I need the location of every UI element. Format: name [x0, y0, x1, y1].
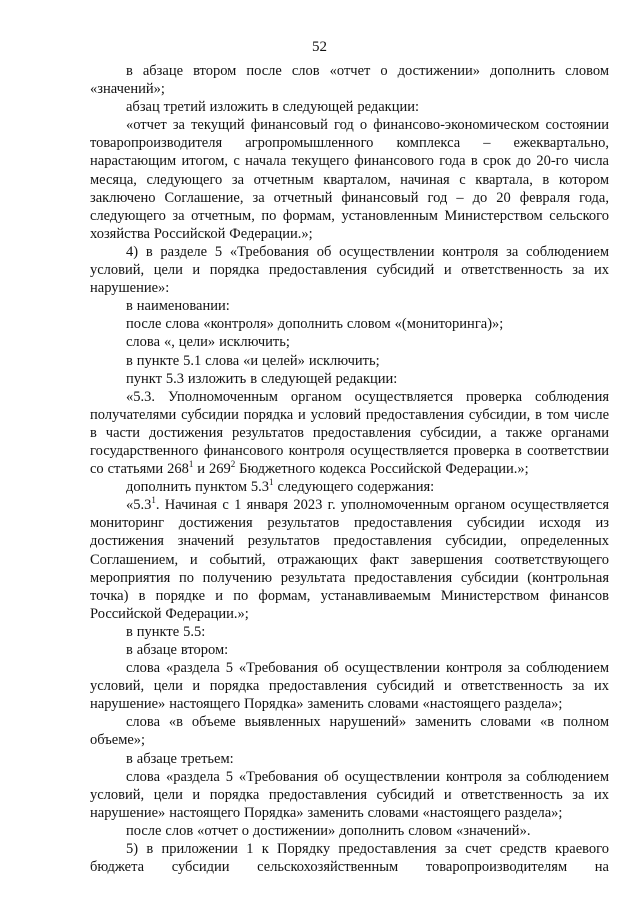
paragraph: после слов «отчет о достижении» дополнить словом «значений». — [126, 822, 531, 839]
superscript: 1 — [151, 495, 156, 506]
paragraph-text: «5.3. Уполномоченным органом осуществляется проверка соблюдения получателями субсидии порядка и условий предоставления субсидии, в том числе в части достижения результатов предоставления субсидии, а также органами государственного финансового контроля осуществляется проверка в соответствии со статьями 268 — [90, 388, 609, 478]
paragraph: слова «раздела 5 «Требования об осуществлении контроля за соблюдением условий, цели и порядка предоставления субсидий и ответственность за их нарушение» настоящего Порядка» заменить словами «настоящего раздела»; — [90, 660, 609, 713]
paragraph: слова «в объеме выявленных нарушений» заменить словами «в полном объеме»; — [90, 714, 609, 749]
paragraph: в абзаце втором: — [126, 642, 229, 658]
paragraph: слова «раздела 5 «Требования об осуществлении контроля за соблюдением условий, цели и порядка предоставления субсидий и ответственность за их нарушение» настоящего Порядка» заменить словами «настоящего раздела»; — [90, 768, 609, 821]
paragraph-text: и 269 — [193, 461, 231, 478]
paragraph: в наименовании: — [126, 298, 230, 315]
page-number: 52 — [312, 39, 327, 55]
paragraph: после слова «контроля» дополнить словом «(мониторинга)»; — [126, 316, 504, 333]
paragraph: слова «, цели» исключить; — [126, 334, 290, 351]
document-body — [90, 62, 609, 876]
paragraph: 5) в приложении 1 к Порядку предоставления за счет средств краевого бюджета субсидии сельскохозяйственным товаропроизводителям на — [90, 841, 609, 876]
paragraph: в абзаце третьем: — [126, 750, 234, 767]
paragraph: в пункте 5.5: — [126, 623, 206, 640]
paragraph-text: следующего содержания: — [273, 479, 435, 496]
superscript: 2 — [230, 459, 236, 470]
paragraph-text: Бюджетного кодекса Российской Федерации.»; — [235, 461, 529, 478]
paragraph: в абзаце втором после слов «отчет о достижении» дополнить словом «значений»; — [90, 63, 609, 98]
paragraph — [90, 496, 609, 623]
paragraph-text: «5.3 — [126, 497, 152, 514]
paragraph: 4) в разделе 5 «Требования об осуществлении контроля за соблюдением условий, цели и порядка предоставления субсидий и ответственность за их нарушение»: — [90, 243, 609, 297]
paragraph-text: . Начиная с 1 января 2023 г. уполномоченным органом осуществляется мониторинг достижения результатов предоставления субсидии исходя из достижения значений результатов предоставления субсидии, определенных Соглашением, и событий, отражающих факт завершения соответствующего мероприятия по получению результата предоставления субсидии (контрольная точка) в порядке и по формам, устанавливаемым Министерством финансов Российской Федерации.»; — [90, 497, 609, 622]
superscript: 1 — [188, 459, 194, 470]
paragraph-text: дополнить пунктом 5.3 — [126, 479, 270, 496]
paragraph: абзац третий изложить в следующей редакции: — [126, 99, 420, 116]
paragraph — [90, 478, 609, 496]
paragraph — [90, 388, 609, 478]
paragraph: в пункте 5.1 слова «и целей» исключить; — [126, 352, 380, 369]
paragraph: пункт 5.3 изложить в следующей редакции: — [126, 370, 398, 387]
superscript: 1 — [269, 477, 274, 488]
paragraph: «отчет за текущий финансовый год о финансово-экономическом состоянии товаропроизводителя агропромышленного комплекса – ежеквартально, нарастающим итогом, с начала текущего финансового года в срок до 20-го числа месяца, следующего за отчетным кварталом, начиная с квартала, в котором заключено Соглашение, за отчетный финансовый год – до 20 февраля года, следующего за отчетным, по формам, установленным Министерством сельского хозяйства Российской Федерации.»; — [90, 117, 609, 242]
